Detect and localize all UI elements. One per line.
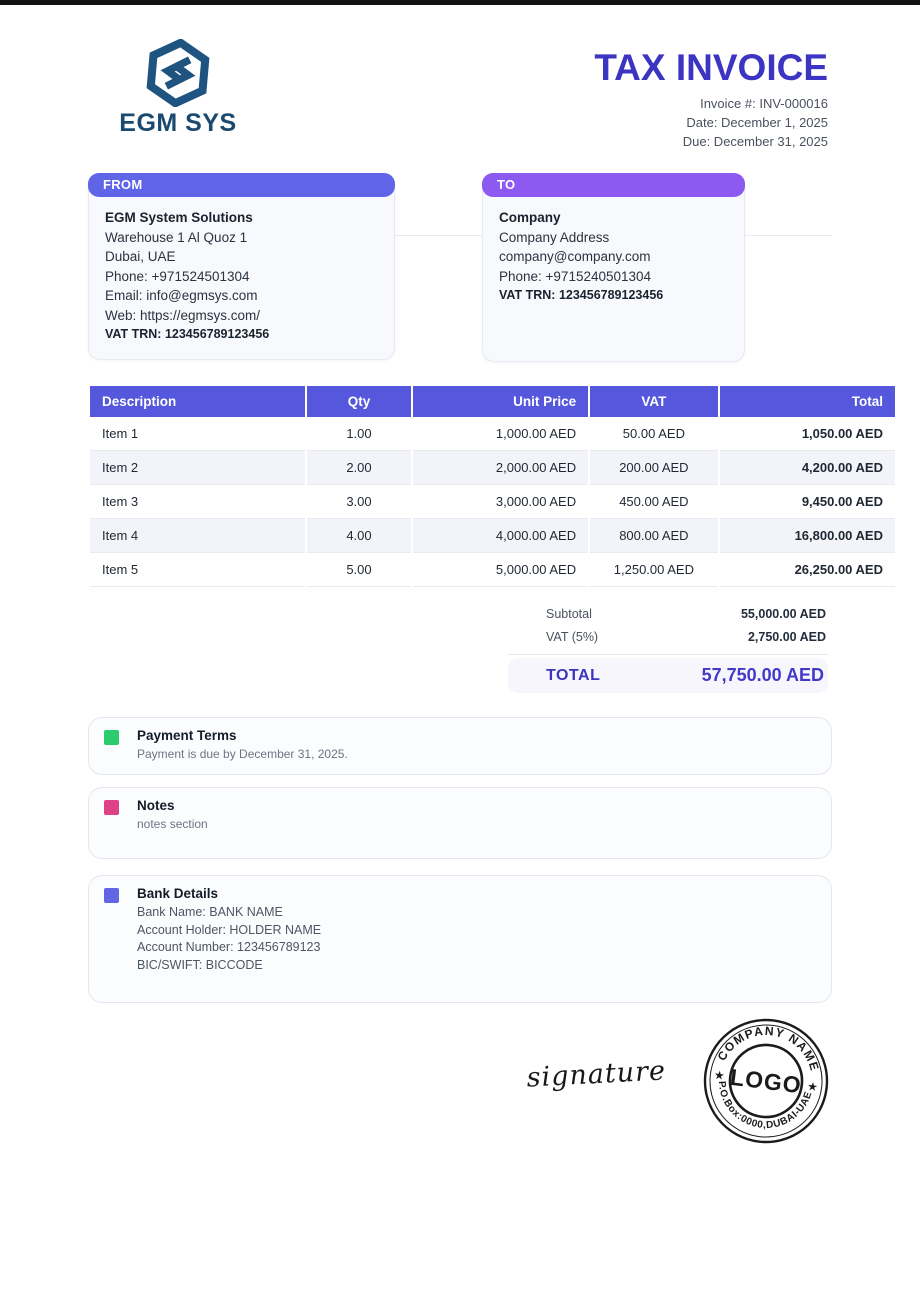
column-header-qty: Qty: [307, 386, 411, 417]
invoice-date: Date: December 1, 2025: [686, 115, 828, 130]
from-address-line: Warehouse 1 Al Quoz 1: [105, 229, 248, 245]
stamp-bottom-text: P.O.Box:0000,DUBAI-UAE: [715, 1080, 815, 1132]
cell-qty: 5.00: [307, 553, 411, 587]
to-box: [482, 173, 745, 362]
company-stamp: [700, 1015, 832, 1147]
cell-unit-price: 3,000.00 AED: [413, 485, 588, 519]
invoice-due-date: Due: December 31, 2025: [682, 134, 828, 149]
table-row: [90, 519, 895, 553]
invoice-number: Invoice #: INV-000016: [700, 96, 828, 111]
column-header-vat: VAT: [590, 386, 718, 417]
cell-vat: 450.00 AED: [590, 485, 718, 519]
vat-row: [508, 626, 828, 649]
column-header-description: Description: [90, 386, 305, 417]
to-details: [483, 197, 744, 320]
from-vat-trn: VAT TRN: 123456789123456: [105, 327, 270, 341]
subtotal-row: [508, 603, 828, 626]
totals-divider: [508, 654, 828, 655]
hexagon-s-logo-icon: [136, 39, 220, 107]
items-table: [88, 386, 897, 587]
cell-vat: 50.00 AED: [590, 417, 718, 451]
cell-vat: 800.00 AED: [590, 519, 718, 553]
cell-description: Item 2: [90, 451, 305, 485]
table-row: [90, 417, 895, 451]
info-cards: [88, 717, 832, 1003]
document-title: TAX INVOICE: [594, 47, 828, 88]
to-phone: Phone: +9715240501304: [499, 268, 652, 284]
payment-terms-text: Payment is due by December 31, 2025.: [137, 747, 348, 761]
to-email: company@company.com: [499, 249, 651, 264]
title-block: [594, 39, 828, 151]
bank-details-card: [88, 875, 832, 1003]
from-phone: Phone: +971524501304: [105, 268, 250, 284]
cell-description: Item 4: [90, 519, 305, 553]
stamp-top-text: COMPANY NAME: [714, 1023, 822, 1074]
from-details: [89, 197, 394, 359]
to-address-line: Company Address: [499, 229, 610, 245]
cell-qty: 2.00: [307, 451, 411, 485]
to-vat-trn: VAT TRN: 123456789123456: [499, 288, 664, 302]
table-row: [90, 485, 895, 519]
from-name: EGM System Solutions: [105, 210, 253, 225]
signature-stamp-row: [88, 1015, 832, 1147]
bank-account-number: Account Number: 123456789123: [137, 940, 321, 954]
green-square-icon: [104, 730, 119, 745]
cell-total: 16,800.00 AED: [720, 519, 895, 553]
parties-section: [88, 173, 832, 369]
stamp-left-star-icon: ★: [713, 1067, 726, 1083]
bank-account-holder: Account Holder: HOLDER NAME: [137, 922, 322, 937]
from-label: FROM: [88, 173, 395, 197]
company-logo-block: [108, 39, 248, 138]
subtotal-label: Subtotal: [546, 607, 592, 621]
column-header-total: Total: [720, 386, 895, 417]
stamp-right-star-icon: ★: [806, 1079, 819, 1095]
cell-unit-price: 2,000.00 AED: [413, 451, 588, 485]
cell-unit-price: 1,000.00 AED: [413, 417, 588, 451]
cell-total: 1,050.00 AED: [720, 417, 895, 451]
to-label: TO: [482, 173, 745, 197]
payment-terms-card: [88, 717, 832, 775]
items-table-section: [88, 386, 897, 587]
cell-description: Item 5: [90, 553, 305, 587]
cell-total: 9,450.00 AED: [720, 485, 895, 519]
from-email: Email: info@egmsys.com: [105, 288, 258, 303]
cell-unit-price: 5,000.00 AED: [413, 553, 588, 587]
indigo-square-icon: [104, 888, 119, 903]
notes-card: [88, 787, 832, 859]
grand-total-row: [508, 658, 828, 693]
payment-terms-title: Payment Terms: [137, 728, 237, 743]
brand-name: EGM SYS: [119, 109, 237, 137]
cell-vat: 200.00 AED: [590, 451, 718, 485]
invoice-header: [0, 5, 920, 151]
subtotal-value: 55,000.00 AED: [740, 607, 826, 621]
cell-vat: 1,250.00 AED: [590, 553, 718, 587]
column-header-unit-price: Unit Price: [413, 386, 588, 417]
cell-qty: 1.00: [307, 417, 411, 451]
cell-unit-price: 4,000.00 AED: [413, 519, 588, 553]
from-city-line: Dubai, UAE: [105, 249, 176, 264]
grand-total-value: 57,750.00 AED: [701, 665, 824, 685]
notes-text: notes section: [137, 817, 208, 831]
from-website: Web: https://egmsys.com/: [105, 307, 261, 323]
cell-description: Item 3: [90, 485, 305, 519]
grand-total-label: TOTAL: [546, 666, 601, 684]
stamp-center-logo-text: LOGO: [728, 1063, 804, 1099]
pink-square-icon: [104, 800, 119, 815]
vat-value: 2,750.00 AED: [747, 630, 826, 644]
to-name: Company: [499, 210, 561, 225]
cell-total: 4,200.00 AED: [720, 451, 895, 485]
bank-name: Bank Name: BANK NAME: [137, 905, 283, 919]
bank-bic-swift: BIC/SWIFT: BICCODE: [137, 957, 263, 972]
cell-total: 26,250.00 AED: [720, 553, 895, 587]
from-box: [88, 173, 395, 360]
cell-qty: 4.00: [307, 519, 411, 553]
totals-section: [508, 603, 828, 693]
cell-qty: 3.00: [307, 485, 411, 519]
notes-title: Notes: [137, 798, 175, 813]
vat-label: VAT (5%): [546, 630, 599, 644]
signature-text: signature: [525, 1054, 667, 1094]
bank-details-title: Bank Details: [137, 886, 219, 901]
table-row: [90, 553, 895, 587]
cell-description: Item 1: [90, 417, 305, 451]
table-row: [90, 451, 895, 485]
items-table-header-row: [90, 386, 895, 417]
